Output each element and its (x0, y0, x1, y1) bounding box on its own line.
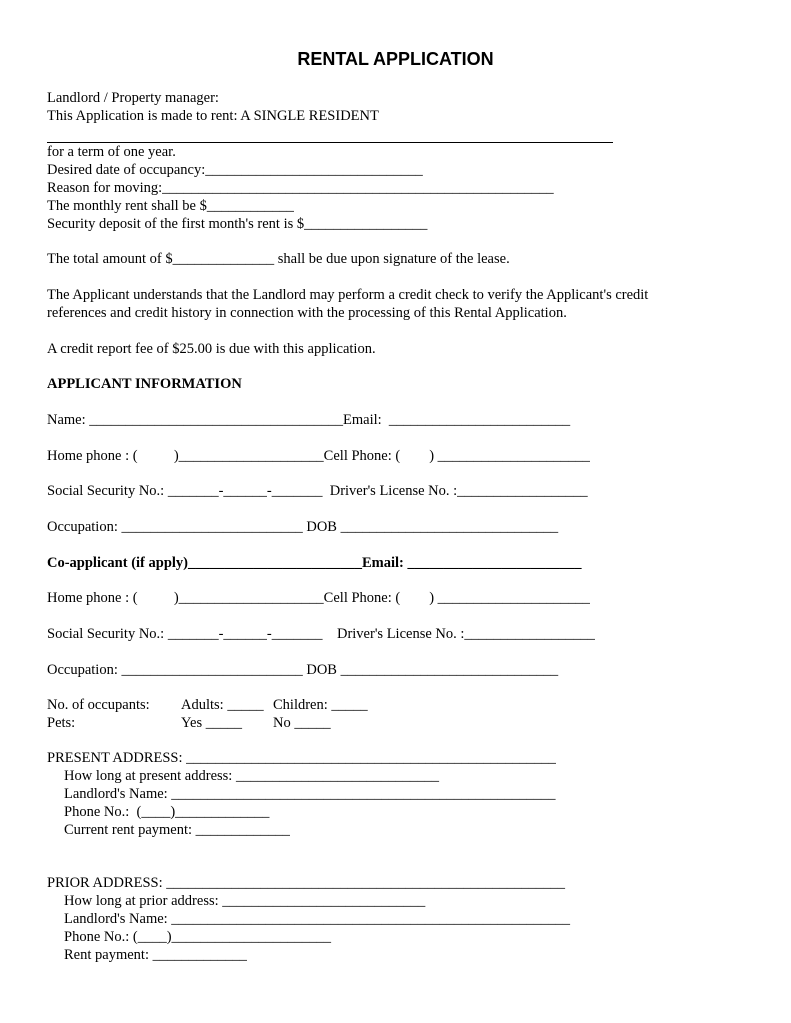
rent-property-line: This Application is made to rent: A SINGLE RESIDENT (47, 108, 379, 124)
occupancy-date-field[interactable]: Desired date of occupancy:______________________________ (47, 162, 423, 178)
co-applicant-occupation-dob-field[interactable]: Occupation: _________________________ DOB ______________________________ (47, 662, 559, 678)
property-blank-line[interactable] (47, 142, 613, 143)
credit-check-text-1: The Applicant understands that the Landlord may perform a credit check to verify the Applicant's credit (47, 287, 649, 303)
prior-landlord-name-field[interactable]: Landlord's Name: _______________________________________________________ (64, 911, 571, 927)
co-applicant-ssn-license-field[interactable]: Social Security No.: _______-______-_______ Driver's License No. :__________________ (47, 626, 595, 642)
document-title: RENTAL APPLICATION (297, 49, 494, 69)
term-line: for a term of one year. (47, 144, 176, 160)
present-address-field[interactable]: PRESENT ADDRESS: ___________________________________________________ (47, 750, 556, 766)
credit-fee-text: A credit report fee of $25.00 is due with this application. (47, 341, 376, 357)
prior-rent-field[interactable]: Rent payment: _____________ (64, 947, 247, 963)
applicant-ssn-license-field[interactable]: Social Security No.: _______-______-_______ Driver's License No. :__________________ (47, 483, 588, 499)
present-phone-field[interactable]: Phone No.: (____)_____________ (64, 804, 270, 820)
pets-no-field[interactable]: No _____ (273, 715, 331, 731)
landlord-label: Landlord / Property manager: (47, 90, 219, 106)
pets-yes-field[interactable]: Yes _____ (181, 715, 242, 731)
occupants-label: No. of occupants: (47, 697, 150, 713)
present-landlord-name-field[interactable]: Landlord's Name: _____________________________________________________ (64, 786, 556, 802)
applicant-heading: APPLICANT INFORMATION (47, 376, 242, 392)
monthly-rent-field[interactable]: The monthly rent shall be $____________ (47, 198, 294, 214)
children-field[interactable]: Children: _____ (273, 697, 368, 713)
pets-label: Pets: (47, 715, 76, 731)
applicant-name-email-field[interactable]: Name: ___________________________________Email: _________________________ (47, 412, 571, 428)
prior-how-long-field[interactable]: How long at prior address: ____________________________ (64, 893, 426, 909)
security-deposit-field[interactable]: Security deposit of the first month's rent is $_________________ (47, 216, 428, 232)
prior-address-field[interactable]: PRIOR ADDRESS: _______________________________________________________ (47, 875, 566, 891)
total-amount-field[interactable]: The total amount of $______________ shall be due upon signature of the lease. (47, 251, 510, 267)
applicant-occupation-dob-field[interactable]: Occupation: _________________________ DOB ______________________________ (47, 519, 559, 535)
current-rent-field[interactable]: Current rent payment: _____________ (64, 822, 290, 838)
reason-for-moving-field[interactable]: Reason for moving:______________________________________________________ (47, 180, 554, 196)
co-applicant-phones-field[interactable]: Home phone : ( )____________________Cell Phone: ( ) _____________________ (47, 590, 590, 606)
co-applicant-name-email-field[interactable]: Co-applicant (if apply)________________________Email: ________________________ (47, 555, 582, 571)
prior-phone-field[interactable]: Phone No.: (____)______________________ (64, 929, 332, 945)
present-how-long-field[interactable]: How long at present address: ____________________________ (64, 768, 439, 784)
applicant-phones-field[interactable]: Home phone : ( )____________________Cell Phone: ( ) _____________________ (47, 448, 590, 464)
credit-check-text-2: references and credit history in connection with the processing of this Rental Application. (47, 305, 567, 321)
adults-field[interactable]: Adults: _____ (181, 697, 264, 713)
